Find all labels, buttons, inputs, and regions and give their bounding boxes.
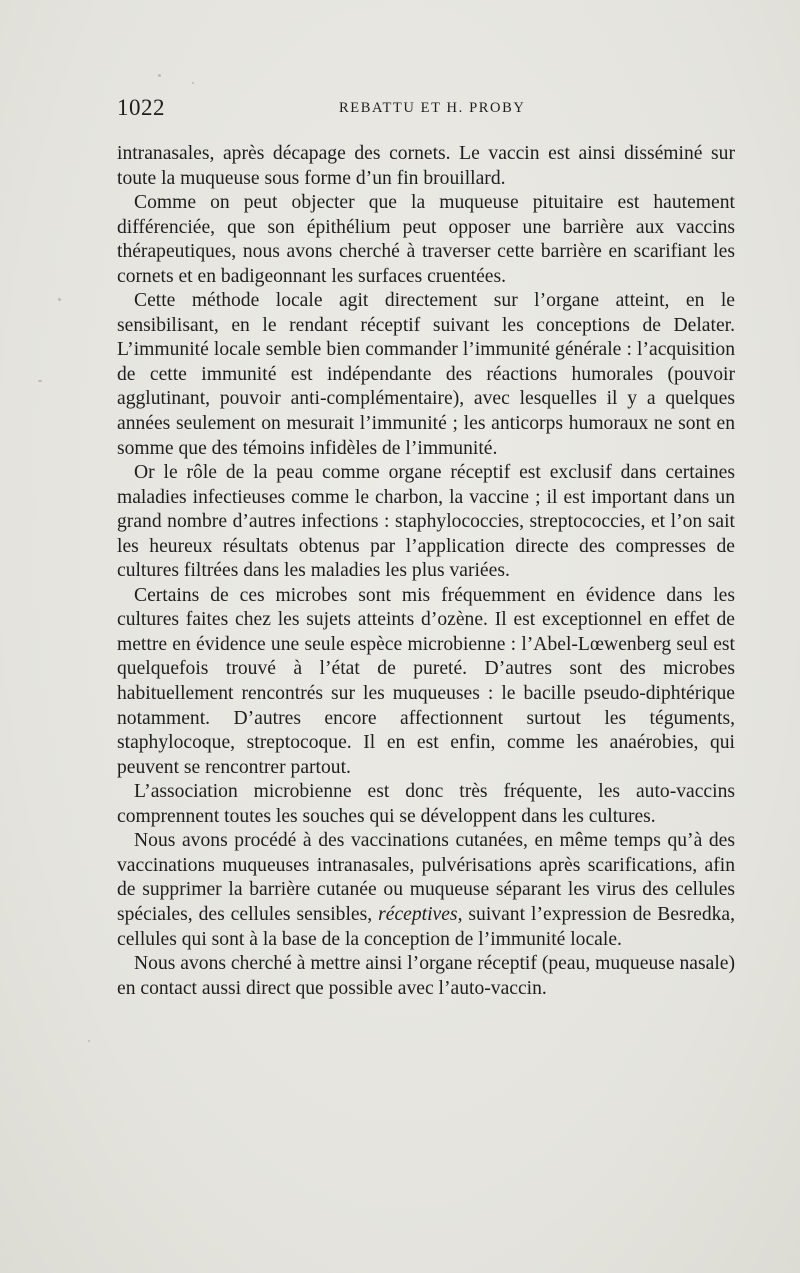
paragraph: Comme on peut objecter que la muqueuse pituitaire est hautement différenciée, que son épithélium peut opposer une barrière aux vaccins thérapeutiques, nous avons cherché à traverser cette barrière en scarifiant les cornets et en badigeonnant les surfaces cruentées. xyxy=(117,192,735,287)
paper-speck xyxy=(38,380,42,382)
paragraph: intranasales, après décapage des cornets. Le vaccin est ainsi disséminé sur toute la muqueuse sous forme d’un fin brouillard. xyxy=(117,143,735,189)
italic-term: réceptives xyxy=(378,903,458,925)
page-header xyxy=(117,95,735,125)
paragraph: Cette méthode locale agit directement sur l’organe atteint, en le sensibilisant, en le rendant réceptif suivant les conceptions de Delater. L’immunité locale semble bien commander l’immunité générale : l’acquisition de cette immunité est indépendante des réactions humorales (pouvoir agglutinant, pouvoir anti-complémentaire), avec lesquelles il y a quelques années seulement on mesurait l’immunité ; les anticorps humoraux ne sont en somme que des témoins infidèles de l’immunité. xyxy=(117,290,735,459)
paragraph: L’association microbienne est donc très fréquente, les auto-vaccins comprennent toutes les souches qui se développent dans les cultures. xyxy=(117,781,735,827)
body-text xyxy=(117,142,735,1001)
paragraph-text: , suivant l’expression de Besredka, cellules qui sont à la base de la conception de l’immunité locale. xyxy=(117,903,736,950)
paper-speck xyxy=(158,74,161,77)
paper-speck xyxy=(192,82,194,84)
paragraph: Nous avons cherché à mettre ainsi l’organe réceptif (peau, muqueuse nasale) en contact aussi direct que possible avec l’auto-vaccin. xyxy=(117,953,735,999)
paper-speck xyxy=(58,298,61,301)
paragraph: Or le rôle de la peau comme organe réceptif est exclusif dans certaines maladies infectieuses comme le charbon, la vaccine ; il est important dans un grand nombre d’autres infections : staphylococcies, streptococcies, et l’on sait les heureux résultats obtenus par l’application directe des compresses de cultures filtrées dans les maladies les plus variées. xyxy=(117,462,735,582)
paper-speck xyxy=(88,1040,90,1042)
paragraph: Certains de ces microbes sont mis fréquemment en évidence dans les cultures faites chez les sujets atteints d’ozène. Il est exceptionnel en effet de mettre en évidence une seule espèce microbienne : l’Abel-Lœwenberg seul est quelquefois trouvé à l’état de pureté. D’autres sont des microbes habituellement rencontrés sur les muqueuses : le bacille pseudo-diphtérique notamment. D’autres encore affectionnent surtout les téguments, staphylocoque, streptocoque. Il en est enfin, comme les anaérobies, qui peuvent se rencontrer partout. xyxy=(117,584,735,778)
paragraph-text: Nous avons procédé à des vaccinations cutanées, en même temps qu’à des vaccinations muqueuses intranasales, pulvérisations après scarifications, afin de supprimer la barrière cutanée ou muqueuse séparant les virus des cellules spéciales, des cellules sensibles, xyxy=(117,830,735,925)
paragraph xyxy=(117,829,735,952)
running-head: REBATTU ET H. PROBY xyxy=(339,100,526,116)
page-number: 1022 xyxy=(117,95,165,120)
